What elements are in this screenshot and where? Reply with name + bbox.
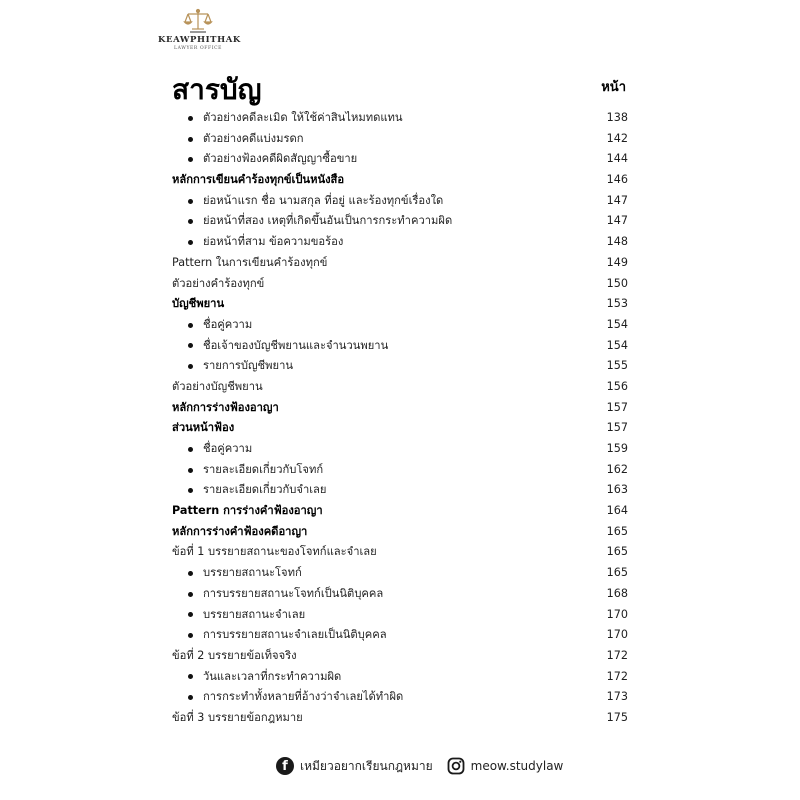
toc-entry — [172, 336, 628, 357]
instagram-handle: meow.studylaw — [470, 759, 564, 773]
bullet-icon — [188, 199, 193, 204]
toc-page-number: 150 — [606, 276, 628, 290]
toc-entry-text: ตัวอย่างคำร้องทุกข์ — [172, 276, 265, 290]
toc-entry — [172, 315, 628, 336]
bullet-icon — [188, 674, 193, 679]
facebook-page-name: เหมียวอยากเรียนกฎหมาย — [300, 758, 433, 773]
toc-entry-title — [172, 253, 327, 274]
toc-entry-title — [172, 294, 224, 315]
toc-page-number: 146 — [606, 173, 628, 187]
toc-entry-text: ตัวอย่างฟ้องคดีผิดสัญญาซื้อขาย — [203, 152, 358, 166]
toc-entry-text: บรรยายสถานะจำเลย — [203, 607, 306, 621]
toc-page-number: 149 — [606, 255, 628, 269]
toc-entry-title — [172, 377, 263, 398]
toc-page-number: 157 — [606, 421, 628, 435]
toc-entry-text: ตัวอย่างคดีละเมิด ให้ใช้ค่าสินไหมทดแทน — [203, 111, 403, 124]
toc-entry-title — [172, 460, 323, 481]
toc-entry-text: หลักการร่างคำฟ้องคดีอาญา — [172, 524, 308, 538]
toc-entry — [172, 625, 628, 646]
toc-entry-text: รายละเอียดเกี่ยวกับโจทก์ — [203, 462, 324, 476]
facebook-icon: f — [276, 757, 294, 775]
toc-entry-text: การบรรยายสถานะจำเลยเป็นนิติบุคคล — [203, 628, 387, 642]
toc-entry — [172, 253, 628, 274]
toc-entry-title — [172, 667, 341, 688]
toc-entry-title — [172, 398, 279, 419]
toc-entry-text: ย่อหน้าที่สอง เหตุที่เกิดขึ้นอันเป็นการกระทำความผิด — [203, 214, 453, 228]
toc-page-number: 170 — [606, 628, 628, 642]
toc-entry-title — [172, 356, 293, 377]
toc-page-number: 172 — [606, 648, 628, 662]
toc-entry — [172, 211, 628, 232]
toc-entry — [172, 542, 628, 563]
toc-entry-title — [172, 708, 303, 729]
toc-entry-title — [172, 211, 452, 232]
toc-page-number: 156 — [606, 379, 628, 393]
toc-entry — [172, 563, 628, 584]
toc-entry — [172, 522, 628, 543]
toc-entry-text: ส่วนหน้าฟ้อง — [172, 421, 235, 435]
toc-entry-title — [172, 232, 343, 253]
toc-entry-text: บรรยายสถานะโจทก์ — [203, 566, 302, 580]
toc-entry-title — [172, 149, 357, 170]
logo-subtitle: LAWYER OFFICE — [174, 46, 222, 51]
toc-page-number: 154 — [606, 338, 628, 352]
toc-entry-title — [172, 191, 443, 212]
toc-entry-title — [172, 625, 387, 646]
table-of-contents — [172, 108, 628, 729]
toc-entry — [172, 356, 628, 377]
bullet-icon — [188, 157, 193, 162]
bullet-icon — [188, 364, 193, 369]
toc-page-number: 165 — [606, 566, 628, 580]
bullet-icon — [188, 447, 193, 452]
toc-entry-text: ชื่อคู่ความ — [203, 442, 253, 455]
bullet-icon — [188, 219, 193, 224]
toc-entry-title — [172, 563, 302, 584]
bullet-icon — [188, 633, 193, 638]
toc-entry-title — [172, 439, 252, 460]
toc-entry-title — [172, 501, 323, 522]
toc-entry-text: ตัวอย่างบัญชีพยาน — [172, 379, 263, 393]
toc-entry-title — [172, 687, 403, 708]
toc-page-number: 172 — [606, 669, 628, 683]
toc-entry-title — [172, 542, 377, 563]
toc-entry — [172, 439, 628, 460]
toc-entry — [172, 460, 628, 481]
toc-entry — [172, 501, 628, 522]
bullet-icon — [188, 137, 193, 142]
toc-entry-text: ข้อที่ 3 บรรยายข้อกฎหมาย — [172, 710, 303, 724]
bullet-icon — [188, 592, 193, 597]
toc-entry-text: วันและเวลาที่กระทำความผิด — [203, 669, 342, 683]
toc-page-number: 153 — [606, 297, 628, 311]
bullet-icon — [188, 468, 193, 473]
footer-social — [276, 755, 563, 777]
instagram-icon — [447, 757, 465, 775]
toc-entry-text: ข้อที่ 1 บรรยายสถานะของโจทก์และจำเลย — [172, 545, 377, 559]
toc-page-number: 165 — [606, 524, 628, 538]
toc-entry-title — [172, 336, 388, 357]
bullet-icon — [188, 343, 193, 348]
toc-entry — [172, 687, 628, 708]
toc-entry — [172, 605, 628, 626]
toc-entry-text: รายละเอียดเกี่ยวกับจำเลย — [203, 483, 327, 497]
toc-entry-text: รายการบัญชีพยาน — [203, 359, 293, 373]
toc-entry-text: หลักการเขียนคำร้องทุกข์เป็นหนังสือ — [172, 173, 345, 187]
bullet-icon — [188, 240, 193, 245]
law-office-logo — [158, 8, 241, 68]
toc-page-number: 147 — [606, 193, 628, 207]
toc-page-number: 155 — [606, 359, 628, 373]
toc-page-number: 142 — [606, 131, 628, 145]
toc-page-number: 138 — [606, 111, 628, 124]
bullet-icon — [188, 612, 193, 617]
bullet-icon — [188, 695, 193, 700]
toc-entry — [172, 708, 628, 729]
toc-entry-title — [172, 418, 234, 439]
toc-entry — [172, 667, 628, 688]
toc-page-number: 168 — [606, 586, 628, 600]
toc-entry — [172, 232, 628, 253]
toc-entry — [172, 274, 628, 295]
toc-entry-title — [172, 480, 326, 501]
toc-page-number: 164 — [606, 504, 628, 518]
toc-entry-title — [172, 170, 344, 191]
toc-entry-text: การกระทำทั้งหลายที่อ้างว่าจำเลยได้ทำผิด — [203, 690, 404, 704]
toc-page-number: 147 — [606, 214, 628, 228]
toc-entry — [172, 129, 628, 150]
logo-name: KEAWPHITHAK — [158, 35, 241, 45]
toc-page-number: 170 — [606, 607, 628, 621]
toc-entry — [172, 398, 628, 419]
bullet-icon — [188, 488, 193, 493]
toc-entry-text: การบรรยายสถานะโจทก์เป็นนิติบุคคล — [203, 586, 384, 600]
toc-entry-title — [172, 108, 403, 129]
toc-entry — [172, 418, 628, 439]
toc-entry — [172, 480, 628, 501]
toc-entry — [172, 149, 628, 170]
toc-entry-title — [172, 315, 252, 336]
toc-entry-text: ชื่อเจ้าของบัญชีพยานและจำนวนพยาน — [203, 338, 389, 352]
toc-page-number: 159 — [606, 442, 628, 455]
toc-entry-title — [172, 605, 305, 626]
toc-entry — [172, 191, 628, 212]
bullet-icon — [188, 571, 193, 576]
toc-entry — [172, 584, 628, 605]
toc-entry-title — [172, 274, 264, 295]
toc-page-number: 154 — [606, 317, 628, 331]
toc-entry-title — [172, 646, 297, 667]
toc-entry-text: ย่อหน้าที่สาม ข้อความขอร้อง — [203, 235, 344, 249]
toc-page-number: 175 — [606, 710, 628, 724]
toc-page-number: 163 — [606, 483, 628, 497]
toc-entry-text: ชื่อคู่ความ — [203, 317, 253, 331]
toc-entry-title — [172, 129, 304, 150]
toc-entry-text: หลักการร่างฟ้องอาญา — [172, 400, 279, 414]
page-column-label: หน้า — [601, 80, 626, 95]
toc-entry-title — [172, 522, 307, 543]
toc-entry-text: บัญชีพยาน — [172, 297, 225, 311]
toc-page-number: 157 — [606, 400, 628, 414]
toc-entry-text: ตัวอย่างคดีแบ่งมรดก — [203, 131, 304, 145]
bullet-icon — [188, 323, 193, 328]
toc-page-number: 165 — [606, 545, 628, 559]
toc-entry — [172, 294, 628, 315]
toc-entry-title — [172, 584, 383, 605]
toc-entry-text: ข้อที่ 2 บรรยายข้อเท็จจริง — [172, 648, 297, 662]
scales-of-justice-icon — [183, 8, 213, 34]
toc-page-number: 148 — [606, 235, 628, 249]
toc-entry — [172, 108, 628, 129]
toc-entry — [172, 377, 628, 398]
toc-entry — [172, 170, 628, 191]
toc-entry-text: Pattern การร่างคำฟ้องอาญา — [172, 504, 323, 518]
toc-page-number: 162 — [606, 462, 628, 476]
toc-page-number: 173 — [606, 690, 628, 704]
toc-entry-text: ย่อหน้าแรก ชื่อ นามสกุล ที่อยู่ และร้องทุกข์เรื่องใด — [203, 193, 444, 207]
bullet-icon — [188, 116, 193, 121]
toc-entry-text: Pattern ในการเขียนคำร้องทุกข์ — [172, 255, 328, 269]
page-title: สารบัญ — [172, 73, 262, 106]
toc-entry — [172, 646, 628, 667]
toc-page-number: 144 — [606, 152, 628, 166]
